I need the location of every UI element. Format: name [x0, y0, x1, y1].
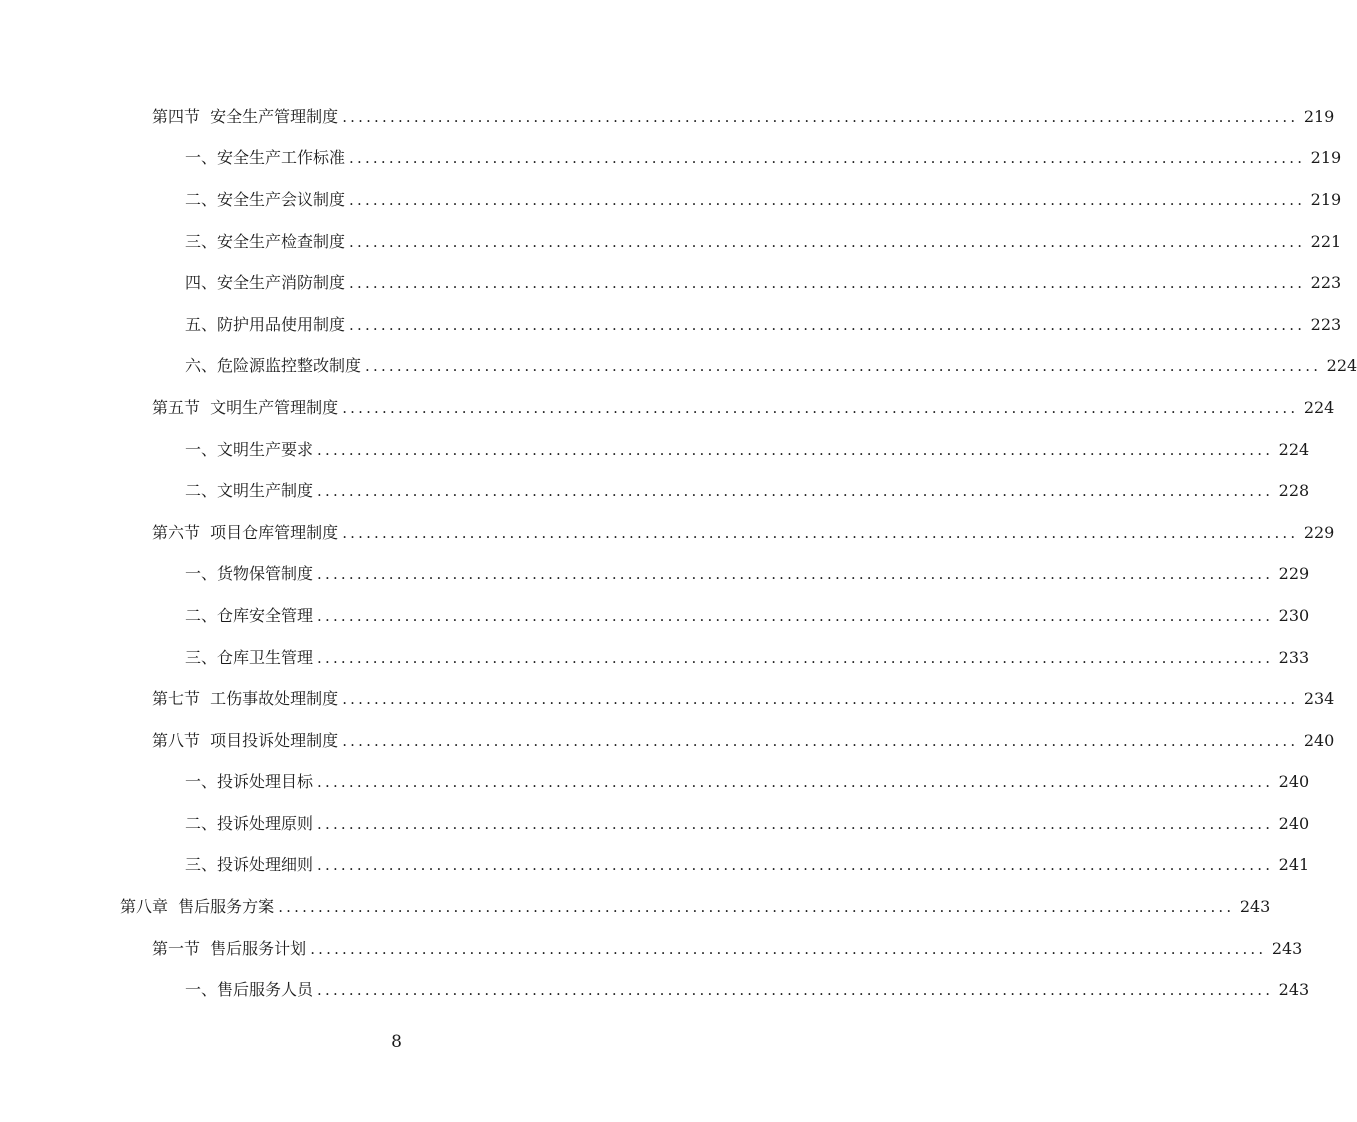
toc-entry-title: 第一节 售后服务计划 — [152, 938, 307, 958]
toc-entry[interactable] — [0, 720, 1335, 762]
toc-entry[interactable] — [0, 387, 1335, 429]
toc-entry-title: 一、文明生产要求 — [185, 439, 314, 459]
toc-entry-page: 224 — [1303, 397, 1335, 417]
toc-entry[interactable] — [0, 470, 1310, 512]
toc-leader-dots: ........................................................................................................................ — [317, 565, 1274, 584]
toc-entry-title: 二、安全生产会议制度 — [185, 189, 346, 209]
toc-entry-page: 223 — [1310, 273, 1342, 293]
toc-entry-title: 四、安全生产消防制度 — [185, 273, 346, 293]
toc-entry-page: 240 — [1278, 813, 1310, 833]
toc-leader-dots: ........................................................................................................................ — [342, 523, 1299, 542]
toc-entry-page: 223 — [1310, 314, 1342, 334]
toc-entry[interactable] — [0, 512, 1335, 554]
toc-entry-title: 一、货物保管制度 — [185, 564, 314, 584]
toc-entry[interactable] — [0, 179, 1342, 221]
toc-entry-title: 第八章 售后服务方案 — [120, 897, 275, 917]
toc-entry-page: 241 — [1278, 855, 1310, 875]
toc-entry-title: 五、防护用品使用制度 — [185, 314, 346, 334]
toc-entry-page: 229 — [1303, 522, 1335, 542]
toc-entry-title: 第七节 工伤事故处理制度 — [152, 689, 339, 709]
toc-entry[interactable] — [0, 138, 1342, 180]
toc-entry-page: 233 — [1278, 647, 1310, 667]
toc-entry[interactable] — [0, 262, 1342, 304]
toc-entry[interactable] — [0, 96, 1335, 138]
toc-entry[interactable] — [0, 969, 1310, 1011]
toc-leader-dots: ........................................................................................................................ — [317, 440, 1274, 459]
toc-leader-dots: ........................................................................................................................ — [317, 981, 1274, 1000]
page-number: 8 — [391, 1032, 402, 1052]
toc-leader-dots: ........................................................................................................................ — [317, 606, 1274, 625]
toc-leader-dots: ........................................................................................................................ — [317, 814, 1274, 833]
toc-leader-dots: ........................................................................................................................ — [317, 482, 1274, 501]
toc-entry-page: 229 — [1278, 564, 1310, 584]
toc-entry-page: 224 — [1278, 439, 1310, 459]
toc-leader-dots: ........................................................................................................................ — [317, 648, 1274, 667]
toc-entry-page: 219 — [1303, 106, 1335, 126]
toc-entry[interactable] — [0, 803, 1310, 845]
toc-entry[interactable] — [0, 845, 1310, 887]
toc-entry-page: 234 — [1303, 689, 1335, 709]
toc-leader-dots: ........................................................................................................................ — [349, 190, 1306, 209]
toc-entry-page: 219 — [1310, 189, 1342, 209]
toc-leader-dots: ........................................................................................................................ — [349, 315, 1306, 334]
toc-entry-title: 第六节 项目仓库管理制度 — [152, 522, 339, 542]
toc-leader-dots: ........................................................................................................................ — [342, 398, 1299, 417]
toc-leader-dots: ........................................................................................................................ — [349, 232, 1306, 251]
toc-entry[interactable] — [0, 554, 1310, 596]
toc-entry-title: 第八节 项目投诉处理制度 — [152, 730, 339, 750]
toc-entry-title: 二、文明生产制度 — [185, 481, 314, 501]
toc-entry[interactable] — [0, 346, 1357, 388]
toc-entry-title: 三、安全生产检查制度 — [185, 231, 346, 251]
toc-entry-title: 二、投诉处理原则 — [185, 813, 314, 833]
toc-entry-title: 三、投诉处理细则 — [185, 855, 314, 875]
toc-leader-dots: ........................................................................................................................ — [342, 690, 1299, 709]
toc-leader-dots: ........................................................................................................................ — [317, 856, 1274, 875]
toc-entry[interactable] — [0, 928, 1303, 970]
toc-leader-dots: ........................................................................................................................ — [317, 773, 1274, 792]
toc-leader-dots: ........................................................................................................................ — [342, 731, 1299, 750]
toc-entry-page: 243 — [1271, 938, 1303, 958]
toc-leader-dots: ........................................................................................................................ — [349, 149, 1306, 168]
toc-entry-page: 219 — [1310, 148, 1342, 168]
toc-entry-page: 230 — [1278, 605, 1310, 625]
toc-entry[interactable] — [0, 762, 1310, 804]
toc-entry-title: 第四节 安全生产管理制度 — [152, 106, 339, 126]
toc-entry-title: 三、仓库卫生管理 — [185, 647, 314, 667]
toc-leader-dots: ........................................................................................................................ — [342, 107, 1299, 126]
toc-entry-page: 243 — [1278, 980, 1310, 1000]
toc-entry-page: 221 — [1310, 231, 1342, 251]
table-of-contents — [0, 96, 1357, 1011]
toc-entry[interactable] — [0, 304, 1342, 346]
toc-entry-title: 第五节 文明生产管理制度 — [152, 397, 339, 417]
toc-leader-dots: ........................................................................................................................ — [278, 898, 1235, 917]
toc-entry-title: 一、售后服务人员 — [185, 980, 314, 1000]
toc-entry-page: 240 — [1278, 772, 1310, 792]
toc-entry-title: 二、仓库安全管理 — [185, 605, 314, 625]
toc-entry[interactable] — [0, 221, 1342, 263]
toc-entry[interactable] — [0, 429, 1310, 471]
toc-entry[interactable] — [0, 595, 1310, 637]
toc-entry-title: 一、安全生产工作标准 — [185, 148, 346, 168]
toc-entry[interactable] — [0, 886, 1271, 928]
toc-leader-dots: ........................................................................................................................ — [310, 939, 1267, 958]
toc-entry-page: 228 — [1278, 481, 1310, 501]
toc-entry-page: 243 — [1239, 897, 1271, 917]
toc-entry-title: 一、投诉处理目标 — [185, 772, 314, 792]
toc-entry-page: 224 — [1326, 356, 1357, 376]
toc-entry[interactable] — [0, 678, 1335, 720]
toc-entry-title: 六、危险源监控整改制度 — [185, 356, 362, 376]
toc-leader-dots: ........................................................................................................................ — [365, 357, 1322, 376]
toc-entry[interactable] — [0, 637, 1310, 679]
toc-entry-page: 240 — [1303, 730, 1335, 750]
toc-leader-dots: ........................................................................................................................ — [349, 274, 1306, 293]
